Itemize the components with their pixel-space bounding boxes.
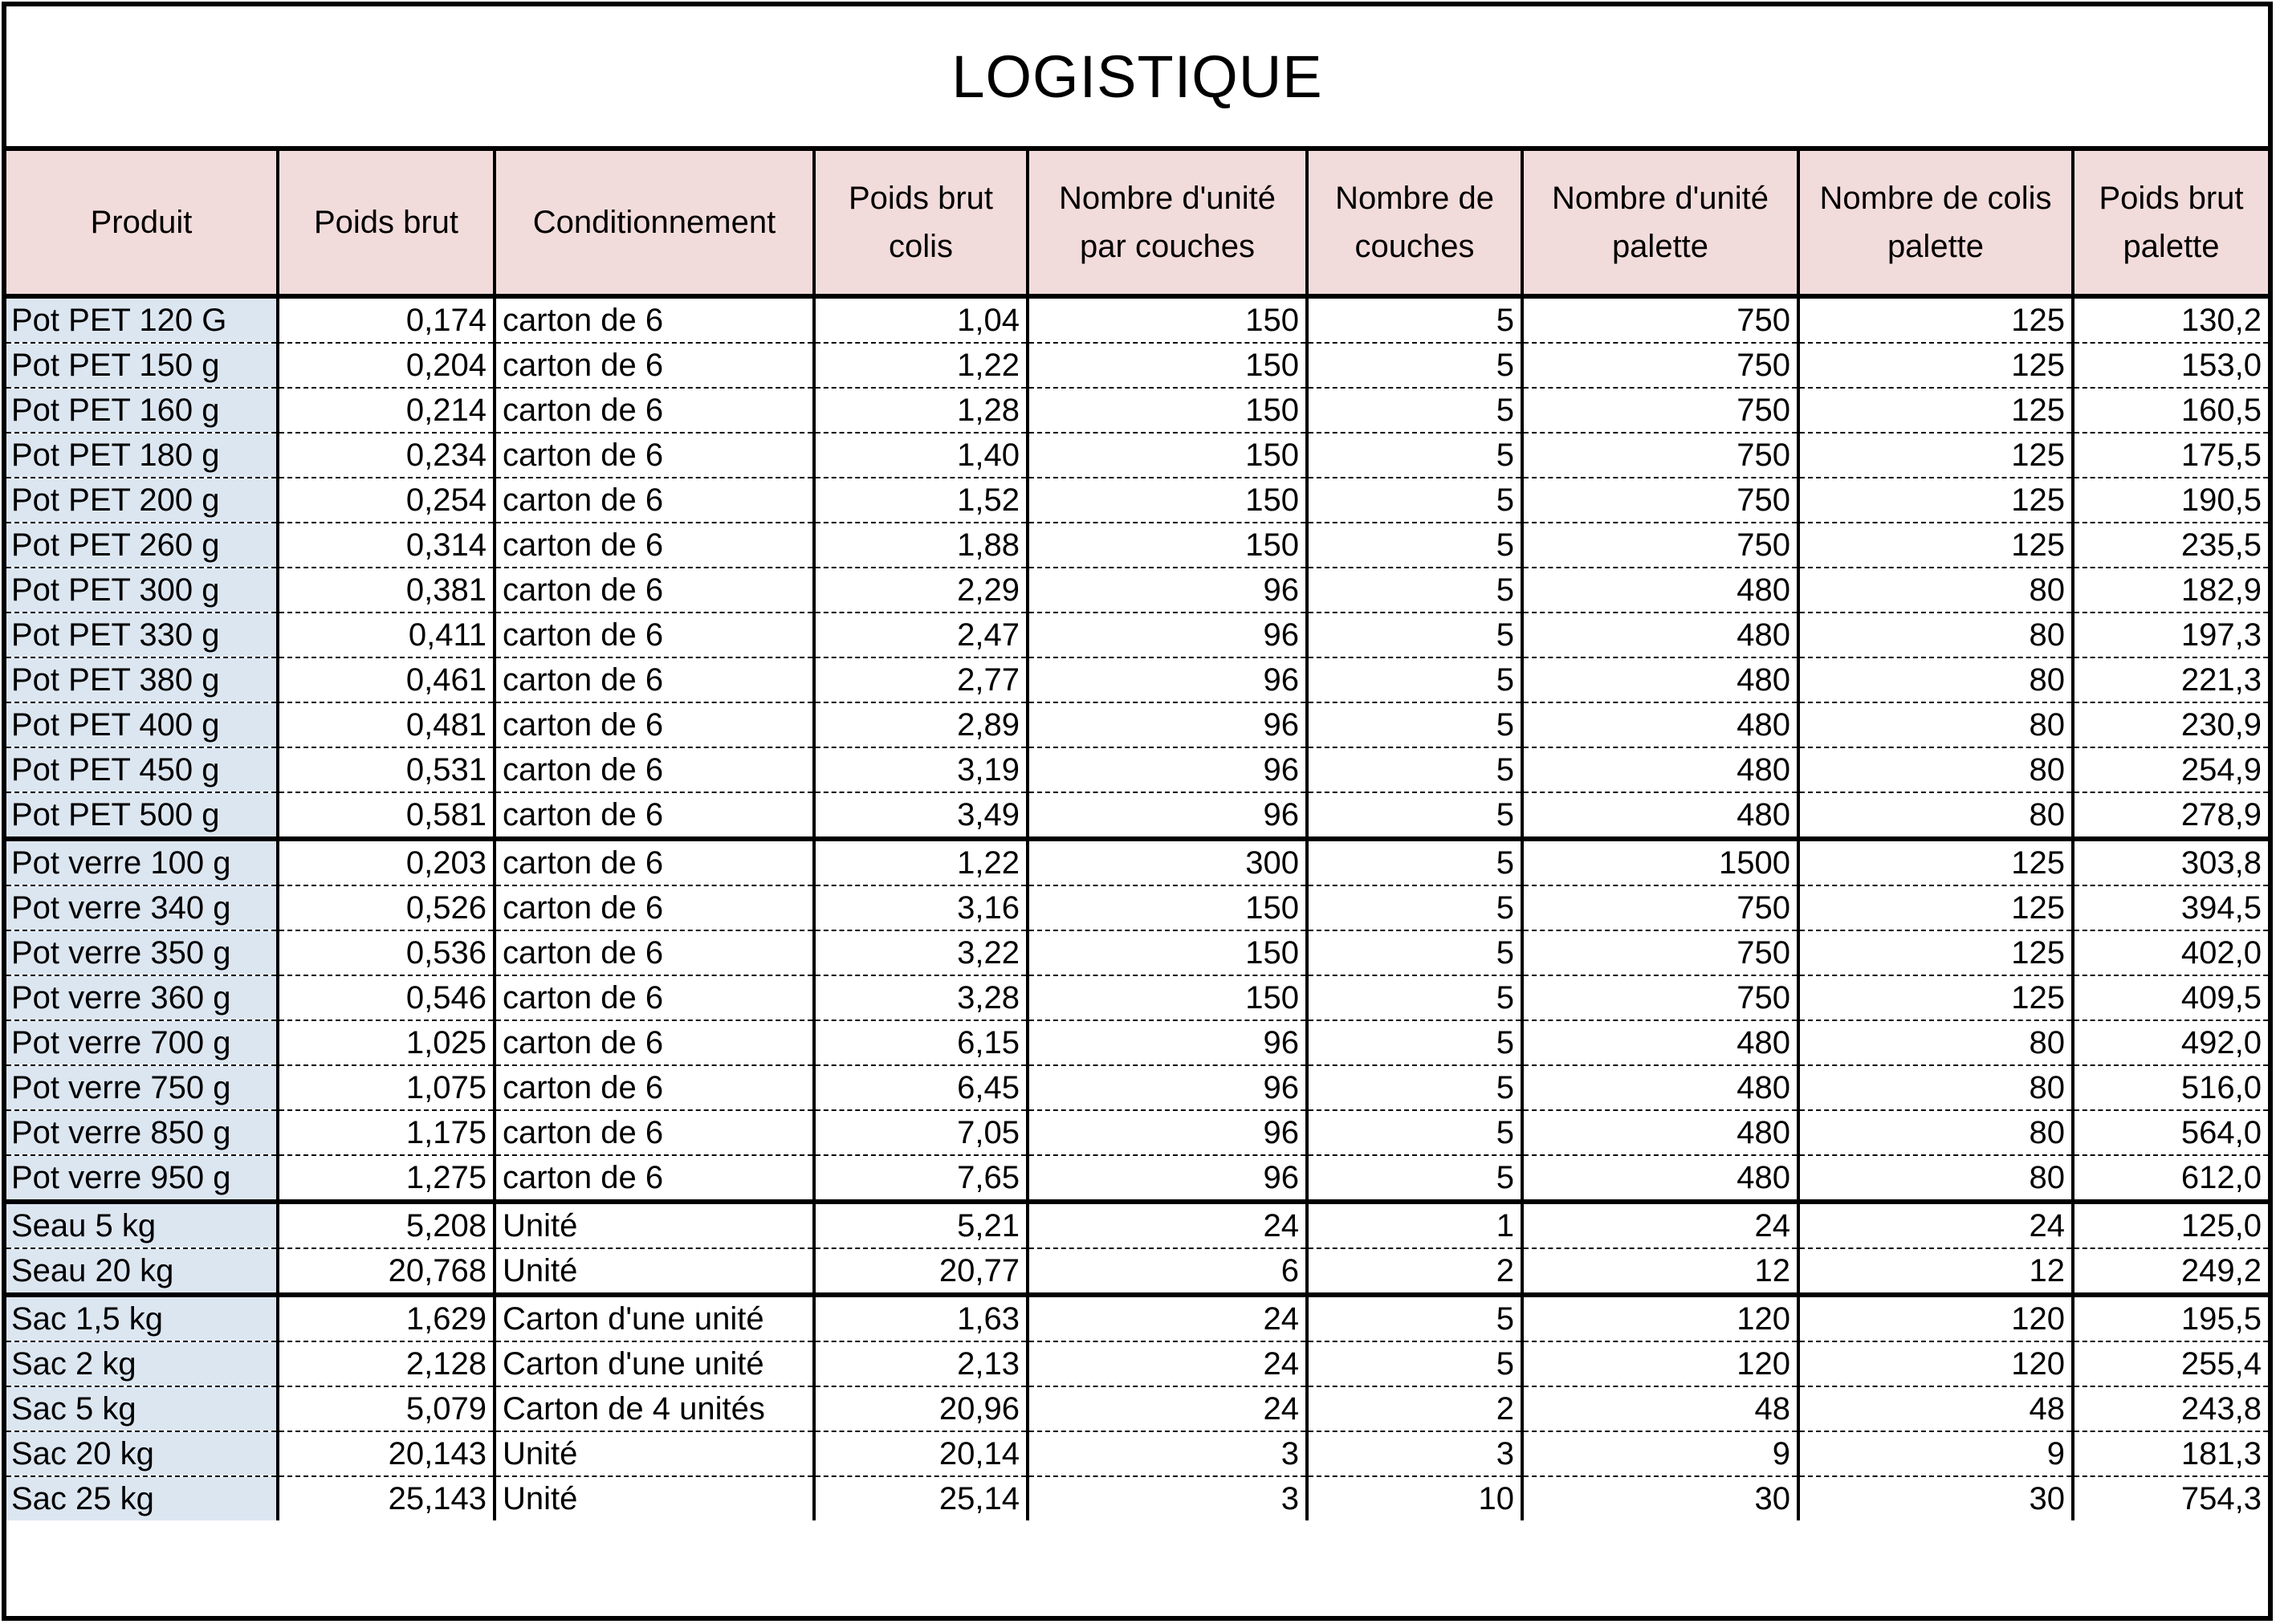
units-pallet-cell: 480: [1522, 702, 1798, 747]
header-row: [6, 151, 2268, 296]
gross-weight-cell: 0,314: [278, 523, 495, 568]
package-weight-cell: 1,22: [814, 839, 1028, 885]
packages-pallet-cell: 120: [1798, 1341, 2073, 1386]
units-per-layer-cell: 150: [1028, 478, 1307, 523]
package-weight-cell: 3,22: [814, 930, 1028, 975]
pallet-weight-cell: 278,9: [2073, 792, 2268, 839]
pallet-weight-cell: 249,2: [2073, 1248, 2268, 1295]
package-weight-cell: 3,49: [814, 792, 1028, 839]
packages-pallet-cell: 9: [1798, 1431, 2073, 1476]
packages-pallet-cell: 125: [1798, 343, 2073, 388]
packaging-cell: carton de 6: [495, 613, 814, 657]
package-weight-cell: 7,05: [814, 1110, 1028, 1155]
product-cell: Pot PET 330 g: [6, 613, 278, 657]
packages-pallet-cell: 80: [1798, 613, 2073, 657]
package-weight-cell: 20,77: [814, 1248, 1028, 1295]
package-weight-cell: 1,52: [814, 478, 1028, 523]
pallet-weight-cell: 409,5: [2073, 975, 2268, 1020]
gross-weight-cell: 0,411: [278, 613, 495, 657]
packaging-cell: carton de 6: [495, 1020, 814, 1065]
packages-pallet-cell: 80: [1798, 1065, 2073, 1110]
layers-cell: 10: [1307, 1476, 1522, 1520]
package-weight-cell: 1,04: [814, 296, 1028, 343]
units-per-layer-cell: 96: [1028, 1065, 1307, 1110]
units-pallet-cell: 48: [1522, 1386, 1798, 1431]
product-cell: Pot verre 700 g: [6, 1020, 278, 1065]
table-row: [6, 1020, 2268, 1065]
pallet-weight-cell: 230,9: [2073, 702, 2268, 747]
gross-weight-cell: 0,526: [278, 885, 495, 930]
pallet-weight-cell: 221,3: [2073, 657, 2268, 702]
package-weight-cell: 3,28: [814, 975, 1028, 1020]
gross-weight-cell: 1,175: [278, 1110, 495, 1155]
gross-weight-cell: 1,025: [278, 1020, 495, 1065]
layers-cell: 5: [1307, 792, 1522, 839]
units-pallet-cell: 750: [1522, 296, 1798, 343]
table-header: [6, 151, 2268, 296]
table-row: [6, 747, 2268, 792]
product-cell: Pot PET 160 g: [6, 388, 278, 433]
product-cell: Pot PET 200 g: [6, 478, 278, 523]
product-cell: Sac 20 kg: [6, 1431, 278, 1476]
product-cell: Pot verre 950 g: [6, 1155, 278, 1202]
package-weight-cell: 6,15: [814, 1020, 1028, 1065]
units-pallet-cell: 480: [1522, 1110, 1798, 1155]
packages-pallet-cell: 125: [1798, 296, 2073, 343]
packages-pallet-cell: 80: [1798, 657, 2073, 702]
units-per-layer-cell: 150: [1028, 523, 1307, 568]
units-per-layer-cell: 3: [1028, 1431, 1307, 1476]
packages-pallet-cell: 120: [1798, 1295, 2073, 1341]
table-row: [6, 657, 2268, 702]
packages-pallet-cell: 125: [1798, 975, 2073, 1020]
product-cell: Pot PET 120 G: [6, 296, 278, 343]
package-weight-cell: 25,14: [814, 1476, 1028, 1520]
units-pallet-cell: 480: [1522, 613, 1798, 657]
layers-cell: 5: [1307, 343, 1522, 388]
header-poids-brut: Poids brut: [278, 151, 495, 296]
table-row: [6, 1341, 2268, 1386]
layers-cell: 5: [1307, 930, 1522, 975]
units-pallet-cell: 480: [1522, 1155, 1798, 1202]
package-weight-cell: 20,14: [814, 1431, 1028, 1476]
gross-weight-cell: 5,208: [278, 1202, 495, 1248]
product-cell: Pot PET 180 g: [6, 433, 278, 478]
units-per-layer-cell: 96: [1028, 1110, 1307, 1155]
table-row: [6, 343, 2268, 388]
gross-weight-cell: 2,128: [278, 1341, 495, 1386]
table-row: [6, 975, 2268, 1020]
units-pallet-cell: 480: [1522, 568, 1798, 613]
table-row: [6, 930, 2268, 975]
packaging-cell: carton de 6: [495, 1110, 814, 1155]
units-pallet-cell: 750: [1522, 478, 1798, 523]
package-weight-cell: 1,22: [814, 343, 1028, 388]
units-pallet-cell: 24: [1522, 1202, 1798, 1248]
logistics-table: [6, 151, 2268, 1520]
packages-pallet-cell: 30: [1798, 1476, 2073, 1520]
packages-pallet-cell: 125: [1798, 388, 2073, 433]
header-unites-par-couche: Nombre d'unité par couches: [1028, 151, 1307, 296]
units-pallet-cell: 750: [1522, 343, 1798, 388]
units-per-layer-cell: 24: [1028, 1295, 1307, 1341]
units-pallet-cell: 120: [1522, 1341, 1798, 1386]
pallet-weight-cell: 564,0: [2073, 1110, 2268, 1155]
packages-pallet-cell: 80: [1798, 747, 2073, 792]
packages-pallet-cell: 12: [1798, 1248, 2073, 1295]
package-weight-cell: 3,16: [814, 885, 1028, 930]
pallet-weight-cell: 254,9: [2073, 747, 2268, 792]
table-row: [6, 1110, 2268, 1155]
table-row: [6, 702, 2268, 747]
product-cell: Sac 25 kg: [6, 1476, 278, 1520]
units-pallet-cell: 9: [1522, 1431, 1798, 1476]
gross-weight-cell: 1,629: [278, 1295, 495, 1341]
table-row: [6, 296, 2268, 343]
layers-cell: 5: [1307, 702, 1522, 747]
product-cell: Pot PET 300 g: [6, 568, 278, 613]
table-row: [6, 388, 2268, 433]
table-row: [6, 523, 2268, 568]
pallet-weight-cell: 255,4: [2073, 1341, 2268, 1386]
header-colis-palette: Nombre de colis palette: [1798, 151, 2073, 296]
header-unites-palette: Nombre d'unité palette: [1522, 151, 1798, 296]
units-per-layer-cell: 300: [1028, 839, 1307, 885]
units-pallet-cell: 480: [1522, 1020, 1798, 1065]
package-weight-cell: 1,40: [814, 433, 1028, 478]
table-row: [6, 1386, 2268, 1431]
gross-weight-cell: 0,481: [278, 702, 495, 747]
units-pallet-cell: 480: [1522, 747, 1798, 792]
packaging-cell: Unité: [495, 1202, 814, 1248]
gross-weight-cell: 0,174: [278, 296, 495, 343]
pallet-weight-cell: 153,0: [2073, 343, 2268, 388]
product-cell: Pot verre 340 g: [6, 885, 278, 930]
packaging-cell: carton de 6: [495, 885, 814, 930]
gross-weight-cell: 0,214: [278, 388, 495, 433]
product-cell: Pot PET 260 g: [6, 523, 278, 568]
gross-weight-cell: 0,204: [278, 343, 495, 388]
product-cell: Pot verre 750 g: [6, 1065, 278, 1110]
packaging-cell: carton de 6: [495, 478, 814, 523]
table-row: [6, 1248, 2268, 1295]
packaging-cell: Unité: [495, 1248, 814, 1295]
packages-pallet-cell: 48: [1798, 1386, 2073, 1431]
packaging-cell: carton de 6: [495, 747, 814, 792]
product-cell: Pot verre 360 g: [6, 975, 278, 1020]
units-pallet-cell: 120: [1522, 1295, 1798, 1341]
layers-cell: 5: [1307, 839, 1522, 885]
units-per-layer-cell: 24: [1028, 1341, 1307, 1386]
units-per-layer-cell: 96: [1028, 1020, 1307, 1065]
units-pallet-cell: 30: [1522, 1476, 1798, 1520]
gross-weight-cell: 0,581: [278, 792, 495, 839]
gross-weight-cell: 0,536: [278, 930, 495, 975]
product-cell: Seau 20 kg: [6, 1248, 278, 1295]
pallet-weight-cell: 160,5: [2073, 388, 2268, 433]
gross-weight-cell: 0,531: [278, 747, 495, 792]
units-per-layer-cell: 150: [1028, 930, 1307, 975]
table-row: [6, 1155, 2268, 1202]
packages-pallet-cell: 24: [1798, 1202, 2073, 1248]
packages-pallet-cell: 125: [1798, 433, 2073, 478]
package-weight-cell: 3,19: [814, 747, 1028, 792]
pallet-weight-cell: 754,3: [2073, 1476, 2268, 1520]
units-per-layer-cell: 150: [1028, 296, 1307, 343]
units-pallet-cell: 480: [1522, 1065, 1798, 1110]
layers-cell: 5: [1307, 1020, 1522, 1065]
pallet-weight-cell: 492,0: [2073, 1020, 2268, 1065]
packages-pallet-cell: 80: [1798, 702, 2073, 747]
gross-weight-cell: 0,381: [278, 568, 495, 613]
packaging-cell: carton de 6: [495, 792, 814, 839]
pallet-weight-cell: 125,0: [2073, 1202, 2268, 1248]
units-per-layer-cell: 96: [1028, 792, 1307, 839]
product-cell: Pot verre 100 g: [6, 839, 278, 885]
gross-weight-cell: 0,203: [278, 839, 495, 885]
header-nombre-couches: Nombre de couches: [1307, 151, 1522, 296]
packaging-cell: Unité: [495, 1431, 814, 1476]
pallet-weight-cell: 181,3: [2073, 1431, 2268, 1476]
product-cell: Pot verre 850 g: [6, 1110, 278, 1155]
units-pallet-cell: 480: [1522, 657, 1798, 702]
pallet-weight-cell: 130,2: [2073, 296, 2268, 343]
units-pallet-cell: 750: [1522, 885, 1798, 930]
layers-cell: 5: [1307, 657, 1522, 702]
package-weight-cell: 2,77: [814, 657, 1028, 702]
packaging-cell: carton de 6: [495, 839, 814, 885]
packaging-cell: Unité: [495, 1476, 814, 1520]
layers-cell: 5: [1307, 613, 1522, 657]
pallet-weight-cell: 394,5: [2073, 885, 2268, 930]
layers-cell: 5: [1307, 1110, 1522, 1155]
layers-cell: 5: [1307, 523, 1522, 568]
gross-weight-cell: 25,143: [278, 1476, 495, 1520]
table-row: [6, 839, 2268, 885]
gross-weight-cell: 1,275: [278, 1155, 495, 1202]
layers-cell: 5: [1307, 747, 1522, 792]
pallet-weight-cell: 235,5: [2073, 523, 2268, 568]
product-cell: Pot verre 350 g: [6, 930, 278, 975]
header-poids-brut-palette: Poids brut palette: [2073, 151, 2268, 296]
table-row: [6, 792, 2268, 839]
table-row: [6, 1476, 2268, 1520]
table-row: [6, 1431, 2268, 1476]
pallet-weight-cell: 243,8: [2073, 1386, 2268, 1431]
gross-weight-cell: 0,546: [278, 975, 495, 1020]
packaging-cell: Carton d'une unité: [495, 1295, 814, 1341]
units-pallet-cell: 750: [1522, 523, 1798, 568]
layers-cell: 5: [1307, 296, 1522, 343]
product-cell: Seau 5 kg: [6, 1202, 278, 1248]
table-body: [6, 296, 2268, 1520]
table-row: [6, 478, 2268, 523]
gross-weight-cell: 5,079: [278, 1386, 495, 1431]
pallet-weight-cell: 303,8: [2073, 839, 2268, 885]
layers-cell: 5: [1307, 388, 1522, 433]
package-weight-cell: 1,63: [814, 1295, 1028, 1341]
pallet-weight-cell: 197,3: [2073, 613, 2268, 657]
table-row: [6, 568, 2268, 613]
packaging-cell: carton de 6: [495, 433, 814, 478]
gross-weight-cell: 20,143: [278, 1431, 495, 1476]
package-weight-cell: 2,29: [814, 568, 1028, 613]
units-per-layer-cell: 96: [1028, 657, 1307, 702]
packaging-cell: Carton de 4 unités: [495, 1386, 814, 1431]
units-pallet-cell: 1500: [1522, 839, 1798, 885]
units-pallet-cell: 750: [1522, 388, 1798, 433]
package-weight-cell: 1,88: [814, 523, 1028, 568]
header-conditionnement: Conditionnement: [495, 151, 814, 296]
layers-cell: 5: [1307, 975, 1522, 1020]
packaging-cell: carton de 6: [495, 343, 814, 388]
units-pallet-cell: 480: [1522, 792, 1798, 839]
packages-pallet-cell: 125: [1798, 930, 2073, 975]
package-weight-cell: 7,65: [814, 1155, 1028, 1202]
gross-weight-cell: 20,768: [278, 1248, 495, 1295]
product-cell: Sac 5 kg: [6, 1386, 278, 1431]
packages-pallet-cell: 125: [1798, 523, 2073, 568]
layers-cell: 5: [1307, 885, 1522, 930]
layers-cell: 5: [1307, 478, 1522, 523]
units-per-layer-cell: 96: [1028, 702, 1307, 747]
package-weight-cell: 2,47: [814, 613, 1028, 657]
header-poids-brut-colis: Poids brut colis: [814, 151, 1028, 296]
units-per-layer-cell: 150: [1028, 433, 1307, 478]
packaging-cell: carton de 6: [495, 975, 814, 1020]
packaging-cell: carton de 6: [495, 1155, 814, 1202]
units-per-layer-cell: 150: [1028, 885, 1307, 930]
packages-pallet-cell: 80: [1798, 1020, 2073, 1065]
packaging-cell: carton de 6: [495, 702, 814, 747]
units-per-layer-cell: 150: [1028, 388, 1307, 433]
units-pallet-cell: 12: [1522, 1248, 1798, 1295]
product-cell: Pot PET 400 g: [6, 702, 278, 747]
header-produit: Produit: [6, 151, 278, 296]
packaging-cell: carton de 6: [495, 568, 814, 613]
units-per-layer-cell: 24: [1028, 1202, 1307, 1248]
layers-cell: 5: [1307, 1341, 1522, 1386]
layers-cell: 2: [1307, 1248, 1522, 1295]
units-pallet-cell: 750: [1522, 433, 1798, 478]
product-cell: Pot PET 500 g: [6, 792, 278, 839]
product-cell: Pot PET 380 g: [6, 657, 278, 702]
packages-pallet-cell: 80: [1798, 792, 2073, 839]
product-cell: Sac 2 kg: [6, 1341, 278, 1386]
gross-weight-cell: 1,075: [278, 1065, 495, 1110]
units-per-layer-cell: 96: [1028, 747, 1307, 792]
gross-weight-cell: 0,234: [278, 433, 495, 478]
packages-pallet-cell: 125: [1798, 885, 2073, 930]
package-weight-cell: 1,28: [814, 388, 1028, 433]
package-weight-cell: 6,45: [814, 1065, 1028, 1110]
product-cell: Pot PET 150 g: [6, 343, 278, 388]
layers-cell: 3: [1307, 1431, 1522, 1476]
units-per-layer-cell: 96: [1028, 1155, 1307, 1202]
packaging-cell: Carton d'une unité: [495, 1341, 814, 1386]
units-per-layer-cell: 150: [1028, 343, 1307, 388]
units-per-layer-cell: 3: [1028, 1476, 1307, 1520]
pallet-weight-cell: 182,9: [2073, 568, 2268, 613]
package-weight-cell: 2,89: [814, 702, 1028, 747]
table-row: [6, 1065, 2268, 1110]
layers-cell: 1: [1307, 1202, 1522, 1248]
pallet-weight-cell: 516,0: [2073, 1065, 2268, 1110]
packages-pallet-cell: 80: [1798, 568, 2073, 613]
table-row: [6, 433, 2268, 478]
units-per-layer-cell: 6: [1028, 1248, 1307, 1295]
pallet-weight-cell: 612,0: [2073, 1155, 2268, 1202]
layers-cell: 5: [1307, 1295, 1522, 1341]
layers-cell: 5: [1307, 1065, 1522, 1110]
packaging-cell: carton de 6: [495, 657, 814, 702]
packaging-cell: carton de 6: [495, 1065, 814, 1110]
pallet-weight-cell: 195,5: [2073, 1295, 2268, 1341]
sheet-title: LOGISTIQUE: [6, 6, 2268, 151]
units-per-layer-cell: 150: [1028, 975, 1307, 1020]
units-pallet-cell: 750: [1522, 975, 1798, 1020]
layers-cell: 2: [1307, 1386, 1522, 1431]
packages-pallet-cell: 80: [1798, 1110, 2073, 1155]
pallet-weight-cell: 190,5: [2073, 478, 2268, 523]
table-row: [6, 1295, 2268, 1341]
product-cell: Sac 1,5 kg: [6, 1295, 278, 1341]
pallet-weight-cell: 402,0: [2073, 930, 2268, 975]
gross-weight-cell: 0,254: [278, 478, 495, 523]
layers-cell: 5: [1307, 568, 1522, 613]
gross-weight-cell: 0,461: [278, 657, 495, 702]
layers-cell: 5: [1307, 1155, 1522, 1202]
packaging-cell: carton de 6: [495, 388, 814, 433]
units-per-layer-cell: 96: [1028, 613, 1307, 657]
table-row: [6, 1202, 2268, 1248]
packages-pallet-cell: 125: [1798, 478, 2073, 523]
logistics-sheet: [2, 2, 2273, 1621]
package-weight-cell: 5,21: [814, 1202, 1028, 1248]
package-weight-cell: 20,96: [814, 1386, 1028, 1431]
units-per-layer-cell: 96: [1028, 568, 1307, 613]
package-weight-cell: 2,13: [814, 1341, 1028, 1386]
units-per-layer-cell: 24: [1028, 1386, 1307, 1431]
packaging-cell: carton de 6: [495, 296, 814, 343]
packages-pallet-cell: 80: [1798, 1155, 2073, 1202]
pallet-weight-cell: 175,5: [2073, 433, 2268, 478]
product-cell: Pot PET 450 g: [6, 747, 278, 792]
units-pallet-cell: 750: [1522, 930, 1798, 975]
packaging-cell: carton de 6: [495, 930, 814, 975]
table-row: [6, 885, 2268, 930]
table-row: [6, 613, 2268, 657]
layers-cell: 5: [1307, 433, 1522, 478]
packaging-cell: carton de 6: [495, 523, 814, 568]
packages-pallet-cell: 125: [1798, 839, 2073, 885]
